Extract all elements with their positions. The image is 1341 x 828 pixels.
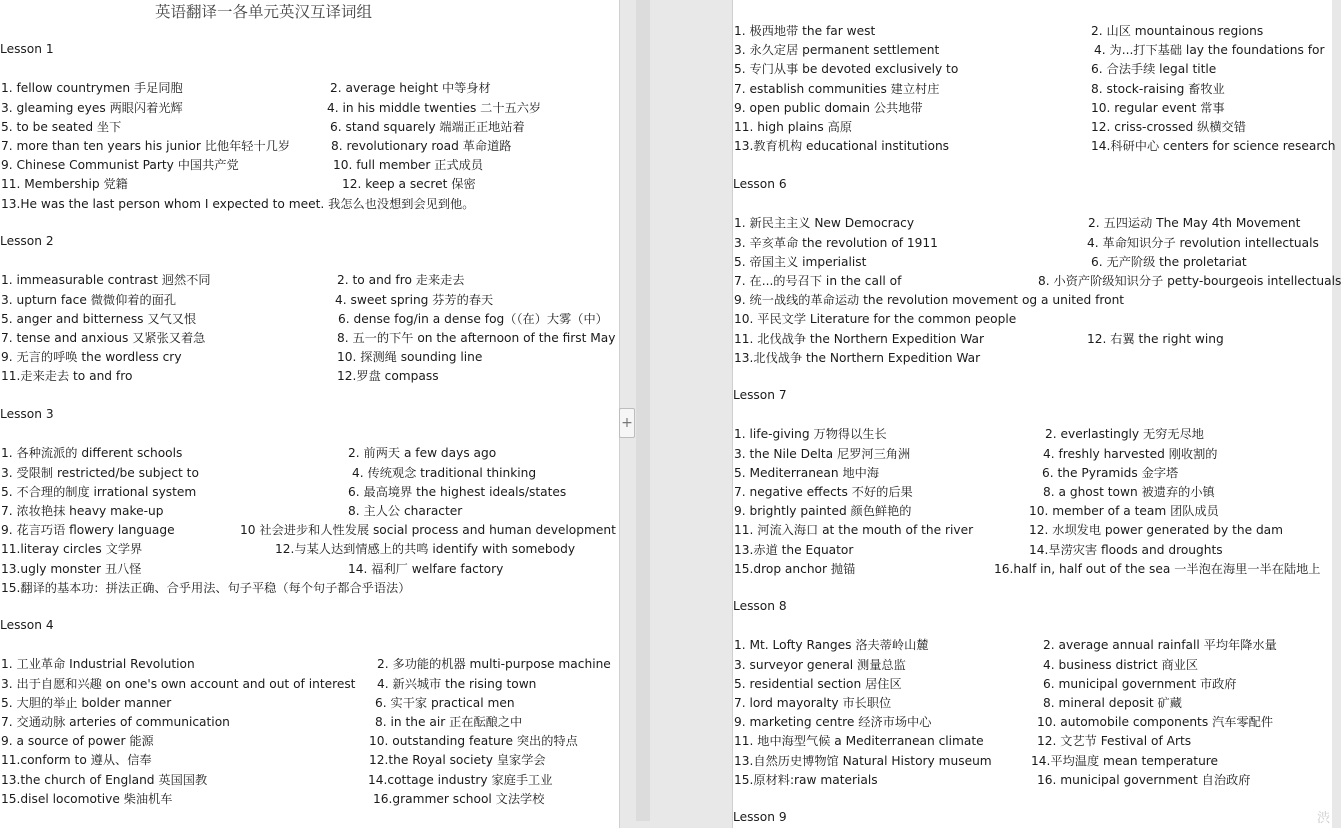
vocab-entry: 2. to and fro 走来走去 (337, 273, 465, 288)
vocab-entry: 8. stock-raising 畜牧业 (1091, 81, 1225, 96)
vocab-entry: 10. member of a team 团队成员 (1029, 504, 1219, 519)
vocab-entry: 7. lord mayoralty 市长职位 (734, 696, 892, 710)
lesson-heading: Lesson 2 (0, 234, 54, 248)
vocab-entry: 2. 前两天 a few days ago (348, 446, 497, 461)
vocab-entry: 5. anger and bitterness 又气又恨 (1, 311, 197, 326)
vocab-entry: 7. negative effects 不好的后果 (734, 485, 913, 499)
vocab-entry: 9. open public domain 公共地带 (734, 100, 923, 115)
vocab-entry: 3. 受限制 restricted/be subject to (1, 465, 199, 480)
vocab-entry: 1. 工业革命 Industrial Revolution (1, 657, 195, 672)
vocab-entry: 8. in the air 正在酝酿之中 (375, 715, 523, 729)
plus-icon: + (621, 415, 633, 431)
vocab-entry: 8. a ghost town 被遗弃的小镇 (1043, 485, 1215, 499)
vocab-entry: 3. the Nile Delta 尼罗河三角洲 (734, 446, 911, 461)
vocab-entry: 1. 极西地带 the far west (734, 24, 876, 38)
vocab-entry: 13.ugly monster 丑八怪 (1, 561, 142, 576)
vocab-entry: 4. freshly harvested 刚收割的 (1043, 446, 1218, 461)
vocab-entry: 14.科研中心 centers for science research (1091, 139, 1336, 154)
vocab-entry: 2. 多功能的机器 multi-purpose machine (377, 657, 611, 672)
vocab-entry: 12. 右翼 the right wing (1087, 331, 1224, 346)
vocab-entry: 3. surveyor general 测量总监 (734, 657, 906, 672)
vocab-entry: 4. 传统观念 traditional thinking (352, 465, 537, 480)
vocab-entry: 15.disel locomotive 柴油机车 (1, 791, 173, 806)
vocab-entry: 15.翻译的基本功：拼法正确、合乎用法、句子平稳（每个句子都合乎语法） (1, 580, 411, 595)
vocab-entry: 8. 五一的下午 on the afternoon of the first May (337, 331, 616, 345)
lesson-heading: Lesson 9 (733, 810, 787, 824)
vocab-entry: 8. mineral deposit 矿藏 (1043, 696, 1182, 710)
vocab-entry: 7. more than ten years his junior 比他年轻十几岁 (1, 139, 291, 153)
vocab-entry: 3. 永久定居 permanent settlement (734, 43, 940, 58)
vocab-entry: 11.conform to 遵从、信奉 (1, 753, 152, 768)
vocab-entry: 13.教育机构 educational institutions (734, 139, 950, 154)
vocab-entry: 12. 文艺节 Festival of Arts (1037, 734, 1192, 749)
vocab-entry: 5. Mediterranean 地中海 (734, 465, 880, 480)
right-document-page[interactable] (732, 0, 1341, 828)
vocab-entry: 16.half in, half out of the sea 一半泡在海里一半在陆地上 (994, 561, 1321, 576)
vocab-entry: 9. Chinese Communist Party 中国共产党 (1, 158, 239, 173)
vocab-entry: 9. a source of power 能源 (1, 734, 154, 749)
vocab-entry: 12. 水坝发电 power generated by the dam (1029, 523, 1284, 538)
vocab-entry: 6. the Pyramids 金字塔 (1042, 465, 1179, 480)
vocab-entry: 6. 无产阶级 the proletariat (1091, 254, 1247, 269)
vocab-entry: 14. 福利厂 welfare factory (348, 561, 504, 576)
vocab-entry: 14.旱涝灾害 floods and droughts (1029, 542, 1223, 557)
vocab-entry: 8. 小资产阶级知识分子 petty-bourgeois intellectuals (1038, 274, 1341, 288)
vocab-entry: 2. 五四运动 The May 4th Movement (1088, 216, 1301, 231)
vocab-entry: 1. Mt. Lofty Ranges 洛夫蒂岭山麓 (734, 638, 929, 653)
vocab-entry: 6. stand squarely 端端正正地站着 (330, 119, 525, 134)
vocab-entry: 10. 探测绳 sounding line (337, 350, 483, 365)
lesson-heading: Lesson 6 (733, 177, 787, 191)
lesson-heading: Lesson 3 (0, 407, 54, 421)
vocab-entry: 11. Membership 党籍 (1, 177, 128, 192)
vocab-entry: 3. gleaming eyes 两眼闪着光辉 (1, 100, 183, 115)
vocab-entry: 6. 合法手续 legal title (1091, 62, 1217, 77)
vocab-entry: 1. life-giving 万物得以生长 (734, 427, 887, 442)
vocab-entry: 14.cottage industry 家庭手工业 (368, 772, 553, 787)
vocab-entry: 13.北伐战争 the Northern Expedition War (734, 350, 981, 365)
vocab-entry: 2. average height 中等身材 (330, 81, 491, 96)
vocab-entry: 15.原材料:raw materials (734, 772, 878, 787)
lesson-heading: Lesson 7 (733, 388, 787, 402)
vocab-entry: 6. municipal government 市政府 (1043, 676, 1237, 691)
vocab-entry: 12.罗盘 compass (337, 369, 439, 384)
vocab-entry: 6. 实干家 practical men (375, 695, 515, 710)
vocab-entry: 5. residential section 居住区 (734, 676, 902, 691)
vocab-entry: 1. 各种流派的 different schools (1, 446, 183, 461)
vocab-entry: 7. 交通动脉 arteries of communication (1, 715, 230, 729)
vocab-entry: 10. 平民文学 Literature for the common people (734, 312, 1017, 327)
vocab-entry: 5. 大胆的举止 bolder manner (1, 695, 172, 710)
vocab-entry: 2. everlastingly 无穷无尽地 (1045, 427, 1204, 442)
vocab-entry: 8. revolutionary road 革命道路 (331, 139, 512, 153)
vocab-entry: 10 社会进步和人性发展 social process and human development (240, 523, 616, 538)
lesson-heading: Lesson 4 (0, 618, 54, 632)
document-title: 英语翻译一各单元英汉互译词组 (155, 3, 373, 21)
vocab-entry: 7. 浓妆艳抹 heavy make-up (1, 504, 164, 518)
vocab-entry: 6. dense fog/in a dense fog（（在）大雾（中） (338, 311, 608, 326)
vocab-entry: 9. 无言的呼唤 the wordless cry (1, 350, 182, 365)
vocab-entry: 4. in his middle twenties 二十五六岁 (327, 100, 542, 115)
vocab-entry: 3. 辛亥革命 the revolution of 1911 (734, 235, 938, 250)
vocab-entry: 6. 最高境界 the highest ideals/states (348, 484, 567, 499)
vocab-entry: 10. regular event 常事 (1091, 100, 1225, 115)
vocab-entry: 11. 河流入海口 at the mouth of the river (734, 523, 974, 538)
vocab-entry: 14.平均温度 mean temperature (1031, 753, 1219, 768)
vocab-entry: 5. 帝国主义 imperialist (734, 254, 867, 269)
vocab-entry: 9. 统一战线的革命运动 the revolution movement og a united front (734, 293, 1125, 308)
vocab-entry: 10. outstanding feature 突出的特点 (369, 734, 578, 749)
vocab-entry: 12.与某人达到情感上的共鸣 identify with somebody (275, 542, 576, 557)
vocab-entry: 4. business district 商业区 (1043, 657, 1199, 672)
left-document-page[interactable] (0, 0, 620, 828)
vocab-entry: 4. sweet spring 芬芳的春天 (335, 292, 494, 307)
vocab-entry: 1. 新民主主义 New Democracy (734, 216, 915, 231)
vocab-entry: 5. 不合理的制度 irrational system (1, 484, 197, 499)
page-gap-scroll-area[interactable] (636, 0, 650, 821)
vocab-entry: 12.the Royal society 皇家学会 (369, 753, 546, 768)
vocab-entry: 16. municipal government 自治政府 (1037, 772, 1251, 787)
vocab-entry: 13.自然历史博物馆 Natural History museum (734, 753, 992, 768)
vocab-entry: 5. 专门从事 be devoted exclusively to (734, 62, 959, 77)
vocab-entry: 11. high plains 高原 (734, 120, 853, 134)
vocab-entry: 1. immeasurable contrast 迥然不同 (1, 273, 211, 288)
vocab-entry: 11. 地中海型气候 a Mediterranean climate (734, 734, 984, 749)
vocab-entry: 12. criss-crossed 纵横交错 (1091, 120, 1246, 134)
lesson-heading: Lesson 1 (0, 42, 54, 56)
vocab-entry: 10. automobile components 汽车零配件 (1037, 715, 1274, 730)
vocab-entry: 7. 在...的号召下 in the call of (734, 274, 902, 288)
vocab-entry: 12. keep a secret 保密 (342, 177, 476, 192)
vocab-entry: 9. marketing centre 经济市场中心 (734, 715, 932, 730)
vocab-entry: 4. 革命知识分子 revolution intellectuals (1087, 235, 1319, 250)
vocab-entry: 2. 山区 mountainous regions (1091, 24, 1264, 38)
vocab-entry: 13.the church of England 英国国教 (1, 772, 208, 787)
vocab-entry: 5. to be seated 坐下 (1, 119, 122, 134)
vocab-entry: 9. brightly painted 颜色鲜艳的 (734, 504, 912, 519)
vocab-entry: 2. average annual rainfall 平均年降水量 (1043, 638, 1277, 653)
vocab-entry: 3. 出于自愿和兴趣 on one's own account and out of interest (1, 676, 356, 691)
vocab-entry: 3. upturn face 微微仰着的面孔 (1, 292, 177, 307)
vocab-entry: 11.literay circles 文学界 (1, 542, 143, 557)
vocab-entry: 10. full member 正式成员 (333, 158, 484, 173)
vocab-entry: 8. 主人公 character (348, 504, 463, 518)
vocab-entry: 16.grammer school 文法学校 (373, 791, 545, 806)
vocab-entry: 4. 为...打下基础 lay the foundations for (1094, 43, 1325, 58)
vocab-entry: 11. 北伐战争 the Northern Expedition War (734, 331, 984, 346)
vocab-entry: 7. tense and anxious 又紧张又着急 (1, 331, 206, 345)
vocab-entry: 11.走来走去 to and fro (1, 369, 133, 384)
vocab-entry: 4. 新兴城市 the rising town (377, 676, 537, 691)
lesson-heading: Lesson 8 (733, 599, 787, 613)
vocab-entry: 7. establish communities 建立村庄 (734, 81, 940, 96)
vocab-entry: 13.赤道 the Equator (734, 542, 854, 557)
vocab-entry: 15.drop anchor 抛锚 (734, 561, 856, 576)
vocab-entry: 13.He was the last person whom I expected to meet. 我怎么也没想到会见到他。 (1, 196, 475, 211)
vocab-entry: 1. fellow countrymen 手足同胞 (1, 81, 183, 96)
page-split-handle[interactable] (619, 408, 635, 438)
watermark: 渋 (1316, 811, 1330, 826)
vocab-entry: 9. 花言巧语 flowery language (1, 523, 175, 538)
